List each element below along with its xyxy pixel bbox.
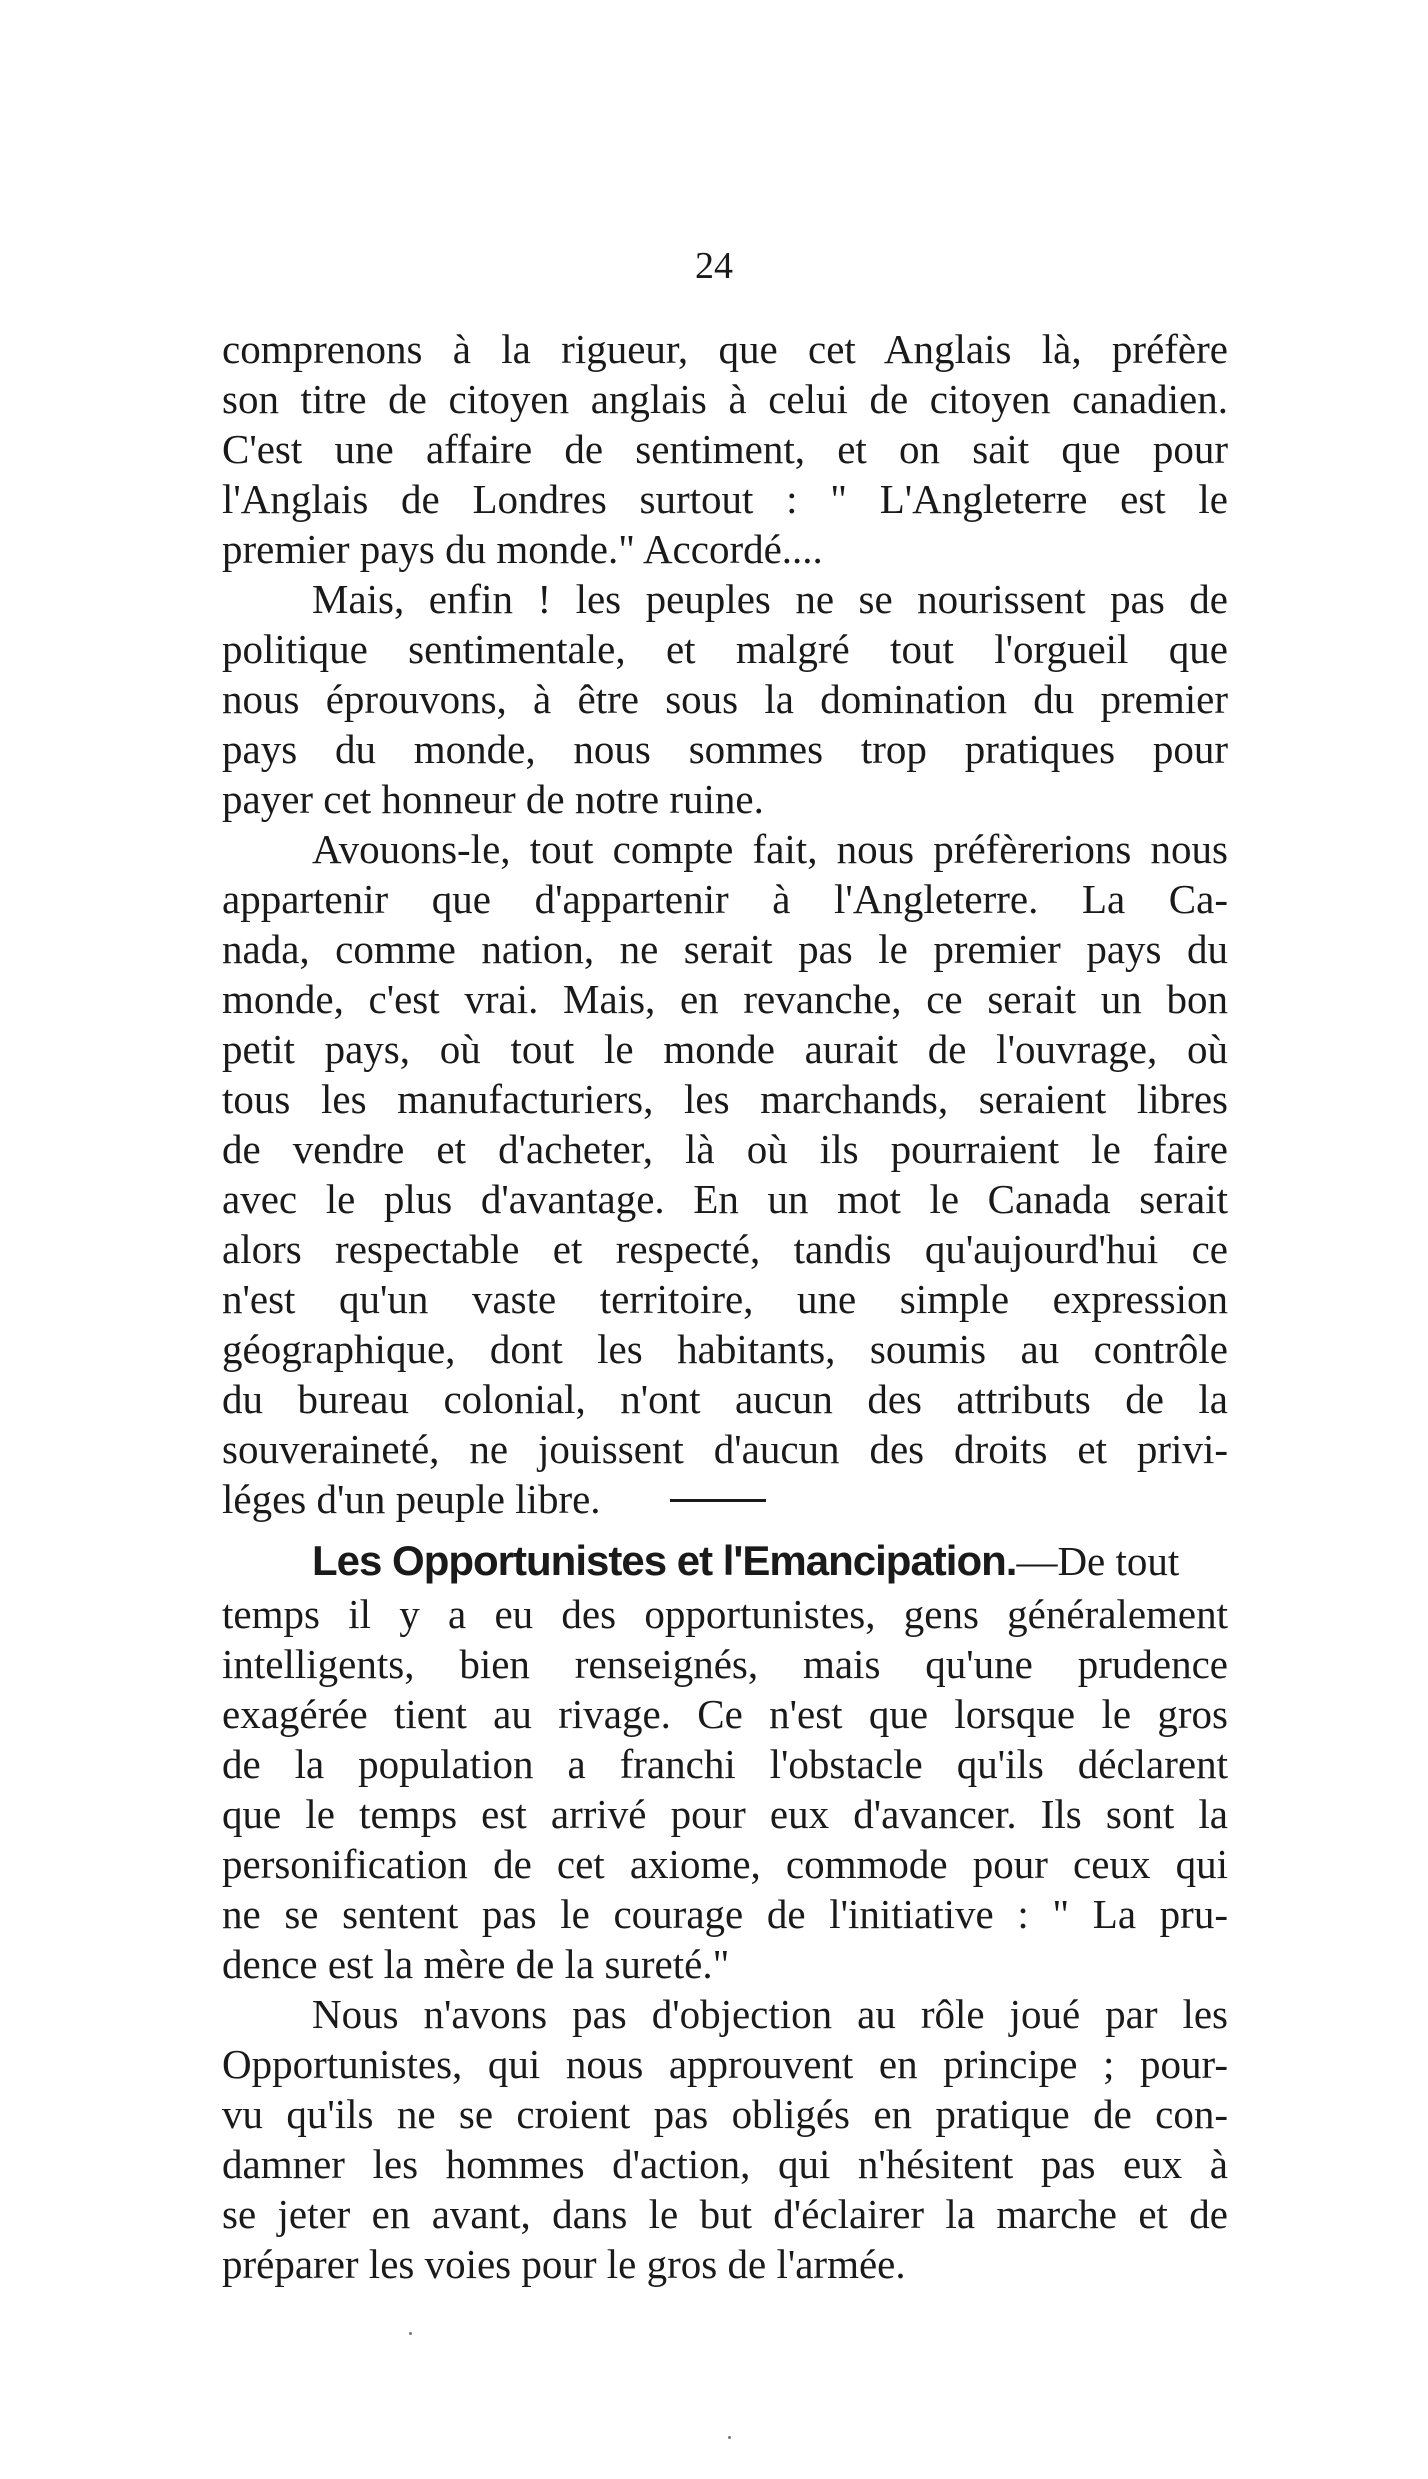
paper-speck <box>728 2436 731 2439</box>
text-line: exagérée tient au rivage. Ce n'est que lorsque le gros <box>222 1691 1228 1737</box>
text-line: politique sentimentale, et malgré tout l'orgueil que <box>222 626 1228 672</box>
text-line: l'Anglais de Londres surtout : " L'Angleterre est le <box>222 476 1228 522</box>
text-line: se jeter en avant, dans le but d'éclairer la marche et de <box>222 2191 1228 2237</box>
text-line: de la population a franchi l'obstacle qu'ils déclarent <box>222 1741 1228 1787</box>
paragraph-block-upper <box>222 324 1228 1524</box>
paper-speck <box>409 2332 412 2335</box>
text-line: léges d'un peuple libre. <box>222 1476 601 1522</box>
text-line: souveraineté, ne jouissent d'aucun des droits et privi- <box>222 1426 1228 1472</box>
text-line: personification de cet axiome, commode pour ceux qui <box>222 1841 1228 1887</box>
page-number: 24 <box>695 245 733 287</box>
section-heading-line <box>222 1533 1228 1589</box>
section-divider <box>670 1499 766 1502</box>
text-line: son titre de citoyen anglais à celui de citoyen canadien. <box>222 376 1228 422</box>
text-line: ne se sentent pas le courage de l'initiative : " La pru- <box>222 1891 1228 1937</box>
text-line: n'est qu'un vaste territoire, une simple expression <box>222 1276 1228 1322</box>
text-line: nous éprouvons, à être sous la domination du premier <box>222 676 1228 722</box>
text-line: pays du monde, nous sommes trop pratiques pour <box>222 726 1228 772</box>
text-line: petit pays, où tout le monde aurait de l'ouvrage, où <box>222 1026 1228 1072</box>
text-line: géographique, dont les habitants, soumis au contrôle <box>222 1326 1228 1372</box>
text-line: Mais, enfin ! les peuples ne se nourissent pas de <box>312 576 1228 622</box>
text-line: temps il y a eu des opportunistes, gens généralement <box>222 1591 1228 1637</box>
text-line: alors respectable et respecté, tandis qu'aujourd'hui ce <box>222 1226 1228 1272</box>
text-line: de vendre et d'acheter, là où ils pourraient le faire <box>222 1126 1228 1172</box>
text-line: monde, c'est vrai. Mais, en revanche, ce serait un bon <box>222 976 1228 1022</box>
text-line: Opportunistes, qui nous approuvent en principe ; pour- <box>222 2041 1228 2087</box>
text-line: premier pays du monde." Accordé.... <box>222 526 823 572</box>
text-line: vu qu'ils ne se croient pas obligés en pratique de con- <box>222 2091 1228 2137</box>
text-line: nada, comme nation, ne serait pas le premier pays du <box>222 926 1228 972</box>
paragraph-block-lower <box>222 1533 1228 2289</box>
text-line: dence est la mère de la sureté." <box>222 1941 730 1987</box>
text-line: du bureau colonial, n'ont aucun des attributs de la <box>222 1376 1228 1422</box>
text-line: préparer les voies pour le gros de l'armée. <box>222 2241 906 2287</box>
text-line: que le temps est arrivé pour eux d'avancer. Ils sont la <box>222 1791 1228 1837</box>
section-heading-continuation: —De tout <box>1016 1538 1180 1584</box>
text-line: damner les hommes d'action, qui n'hésitent pas eux à <box>222 2141 1228 2187</box>
text-line: comprenons à la rigueur, que cet Anglais là, préfère <box>222 326 1228 372</box>
text-line: payer cet honneur de notre ruine. <box>222 776 764 822</box>
text-line: C'est une affaire de sentiment, et on sait que pour <box>222 426 1228 472</box>
text-line: Nous n'avons pas d'objection au rôle joué par les <box>312 1991 1228 2037</box>
text-line: appartenir que d'appartenir à l'Angleterre. La Ca- <box>222 876 1228 922</box>
text-line: Avouons-le, tout compte fait, nous préfèrerions nous <box>312 826 1228 872</box>
text-line: tous les manufacturiers, les marchands, seraient libres <box>222 1076 1228 1122</box>
text-line: intelligents, bien renseignés, mais qu'une prudence <box>222 1641 1228 1687</box>
section-title: Les Opportunistes et l'Emancipation. <box>312 1537 1017 1584</box>
text-line: avec le plus d'avantage. En un mot le Canada serait <box>222 1176 1228 1222</box>
